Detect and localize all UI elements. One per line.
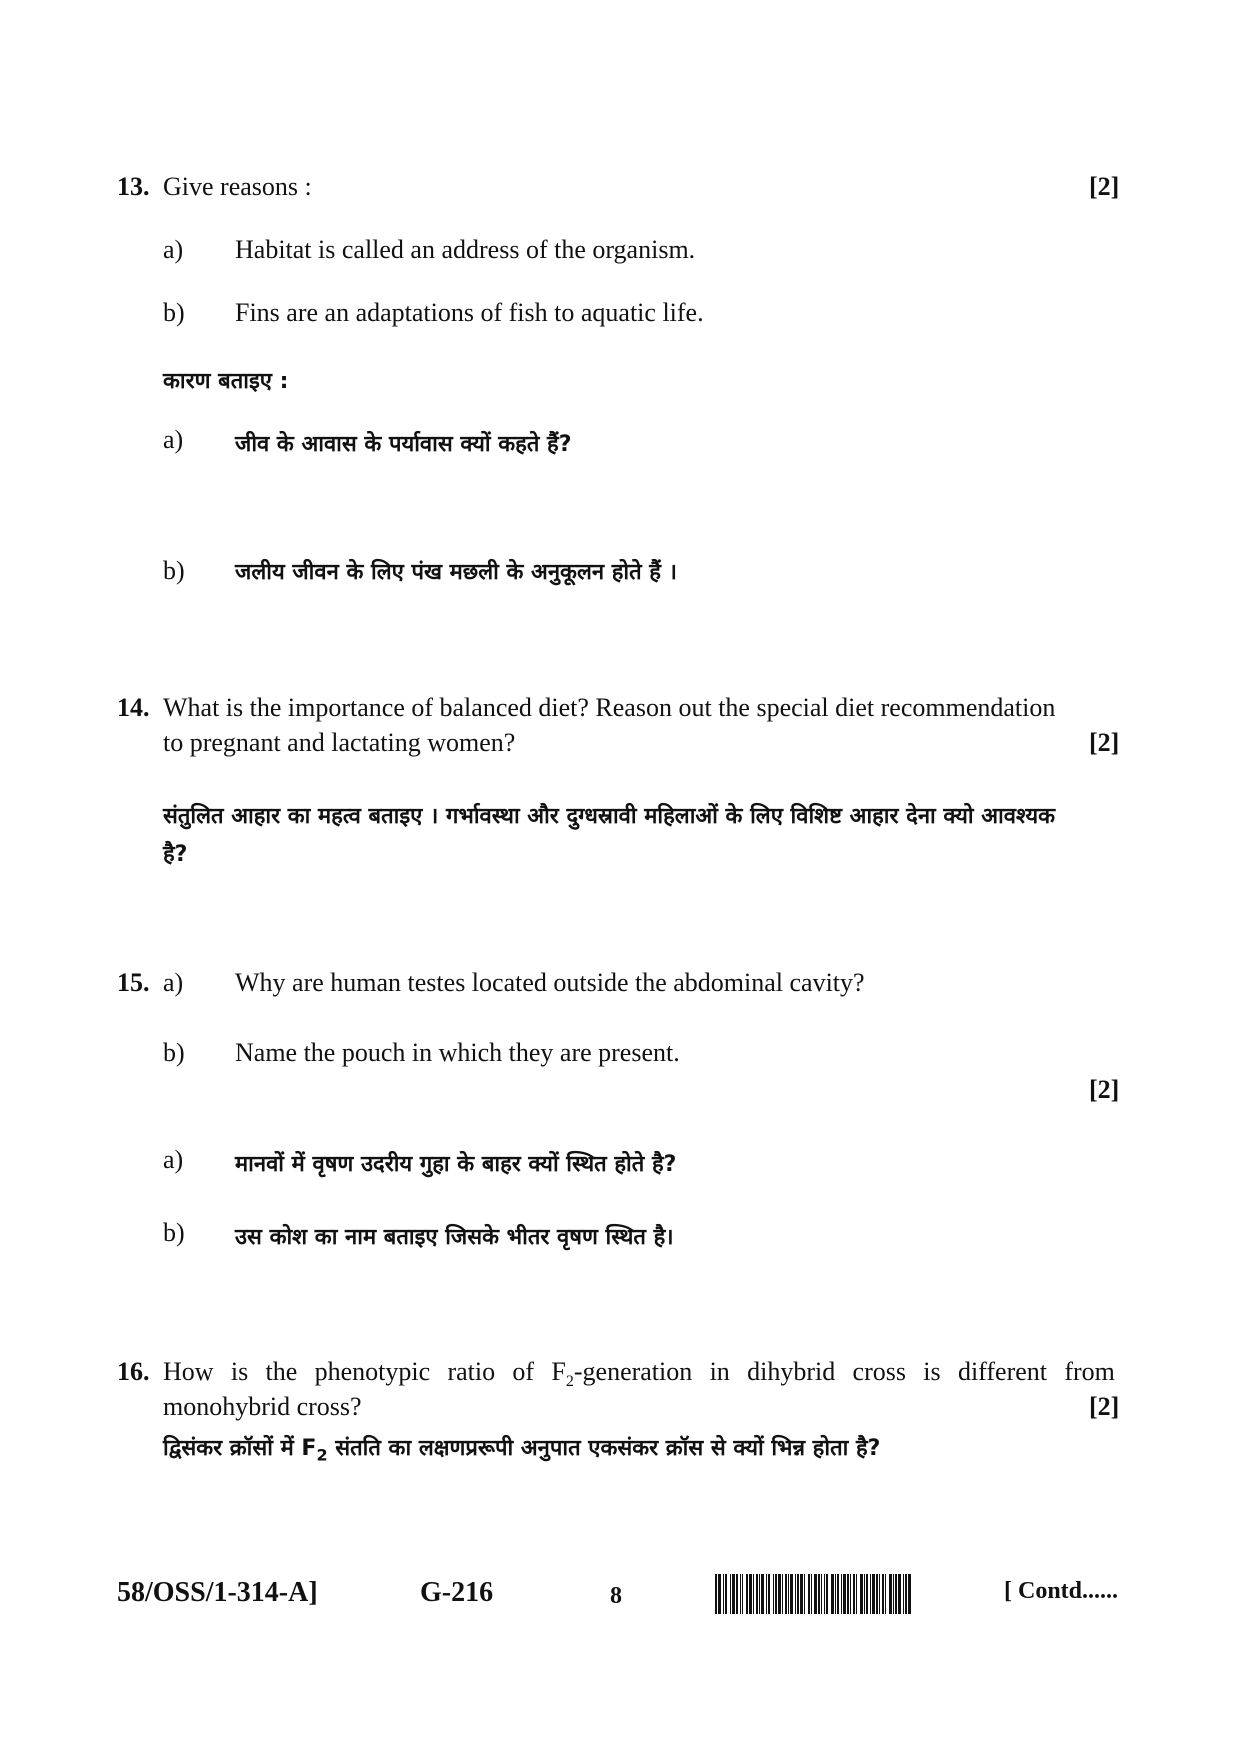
q14-line2: to pregnant and lactating women? bbox=[163, 728, 516, 757]
q15-b-label: b) bbox=[163, 1038, 185, 1067]
q16-line2: monohybrid cross? bbox=[163, 1392, 362, 1421]
q14-hindi-line2: है? bbox=[163, 842, 188, 867]
q13-number: 13. bbox=[117, 172, 150, 201]
q14-hindi-line1: संतुलित आहार का महत्व बताइए । गर्भावस्था और दुग्धस्रावी महिलाओं के लिए विशिष्ट आहार देना क्यो आवश्यक bbox=[163, 804, 1055, 829]
footer-page-number: 8 bbox=[610, 1583, 622, 1609]
q13-hindi-a-label: a) bbox=[163, 425, 184, 454]
q15-marks: [2] bbox=[1089, 1075, 1120, 1104]
q13-b-label: b) bbox=[163, 298, 185, 327]
q16-f-subscript: 2 bbox=[565, 1373, 574, 1391]
q16-line1: How is the phenotypic ratio of $F_2$-generation in dihybrid cross is different from bbox=[163, 1357, 1115, 1391]
q13-hindi-b-text: जलीय जीवन के लिए पंख मछली के अनुकूलन होते हैं । bbox=[235, 560, 677, 585]
q14-number: 14. bbox=[117, 693, 150, 722]
footer-contd: [ Contd...... bbox=[1004, 1578, 1119, 1604]
q15-a-label: a) bbox=[163, 968, 184, 997]
q13-title: Give reasons : bbox=[163, 172, 312, 201]
q13-a-text: Habitat is called an address of the organism. bbox=[235, 235, 696, 264]
q16-marks: [2] bbox=[1089, 1392, 1120, 1421]
q13-hindi-b-label: b) bbox=[163, 556, 185, 585]
q16-f-symbol: F bbox=[551, 1357, 566, 1386]
q13-a-label: a) bbox=[163, 235, 184, 264]
footer-paper-code: 58/OSS/1-314-A] bbox=[117, 1577, 318, 1608]
q13-marks: [2] bbox=[1089, 172, 1120, 201]
q13-b-text: Fins are an adaptations of fish to aquatic life. bbox=[235, 298, 704, 327]
q14-line1: What is the importance of balanced diet? Reason out the special diet recommendation bbox=[163, 693, 1056, 722]
q16-number: 16. bbox=[117, 1357, 150, 1386]
q16-hindi-pre: द्विसंकर क्रॉसों में F bbox=[163, 1436, 317, 1461]
footer-series: G-216 bbox=[420, 1577, 494, 1608]
q15-hindi-b-label: b) bbox=[163, 1218, 185, 1247]
q14-marks: [2] bbox=[1089, 728, 1120, 757]
q15-hindi-a-text: मानवों में वृषण उदरीय गुहा के बाहर क्यों स्थित होते है? bbox=[235, 1152, 677, 1177]
q15-number: 15. bbox=[117, 968, 150, 997]
q15-hindi-a-label: a) bbox=[163, 1145, 184, 1174]
q15-b-text: Name the pouch in which they are present. bbox=[235, 1038, 680, 1067]
q16-hindi-subscript: 2 bbox=[316, 1445, 328, 1465]
q16-hindi-post: संतति का लक्षणप्ररूपी अनुपात एकसंकर क्रॉस से क्यों भिन्न होता है? bbox=[327, 1436, 881, 1461]
q15-hindi-b-text: उस कोश का नाम बताइए जिसके भीतर वृषण स्थित है। bbox=[235, 1225, 674, 1250]
q13-hindi-a-text: जीव के आवास के पर्यावास क्यों कहते हैं? bbox=[235, 432, 572, 457]
q16-hindi-line bbox=[163, 1432, 880, 1464]
q13-hindi-title: कारण बताइए : bbox=[163, 369, 289, 394]
barcode bbox=[715, 1574, 985, 1614]
q15-a-text: Why are human testes located outside the abdominal cavity? bbox=[235, 968, 865, 997]
